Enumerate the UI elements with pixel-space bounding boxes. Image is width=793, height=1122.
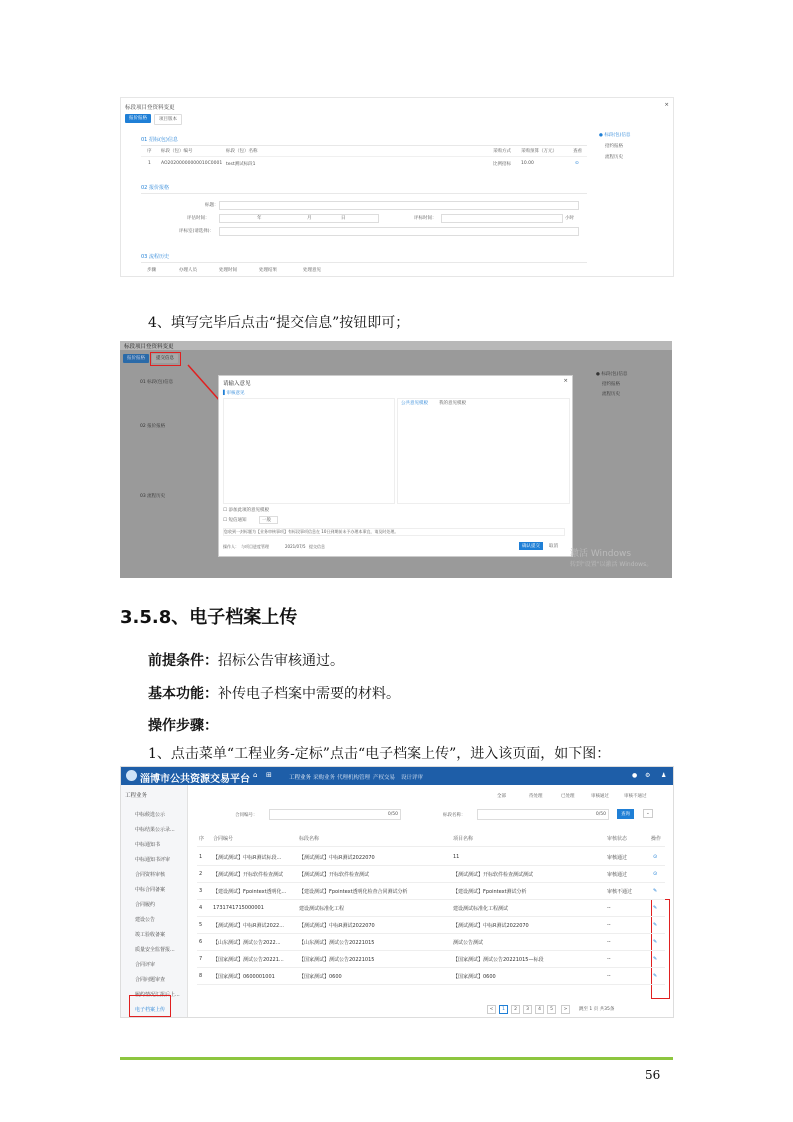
cell-project-name: 【测试测试】开标软件检查测试测试 [453, 872, 534, 878]
room-select[interactable] [219, 227, 579, 236]
cell-status: 审核通过 [607, 872, 628, 878]
contract-no-input[interactable] [269, 809, 401, 820]
cell-status: -- [607, 973, 611, 979]
opinion-textarea[interactable] [223, 398, 395, 504]
cell-index: 1 [199, 854, 203, 860]
tab-price[interactable]: 报价报格 [123, 354, 149, 363]
cell-project-name: 【国家测试】测试公告20221015—标段 [453, 957, 544, 963]
section-name-input[interactable] [477, 809, 609, 820]
edit-icon[interactable]: ✎ [653, 922, 658, 928]
th-project-name: 项目名称 [453, 836, 474, 842]
confirm-submit-button[interactable]: 确认提交 [519, 542, 543, 550]
footer-date: 2021/07/5 [285, 544, 306, 549]
label-room: 评标室(请选择)： [179, 229, 215, 234]
page-jump[interactable]: 跳至 1 页 共35条 [579, 1007, 615, 1012]
cell-contract-no: 1731741715000001 [213, 905, 264, 911]
rightnav-history: 流程历史 [602, 392, 620, 397]
windows-watermark: 激活 Windows [570, 549, 632, 559]
cell-index: 3 [199, 888, 203, 894]
section-bid-info: 01 招标(包)信息 [141, 137, 178, 143]
cell-contract-no: 【山东测试】测试公告2022... [213, 940, 281, 946]
unit-hours: 小时 [565, 216, 574, 221]
page-next[interactable]: > [561, 1005, 570, 1014]
nav-property[interactable]: 产权交易 [373, 775, 396, 781]
cell: AO20200000000010C0001 [161, 161, 223, 166]
sidebar-item[interactable]: 中标通知书 [135, 842, 161, 848]
row-divider [197, 950, 665, 951]
cell-contract-no: 【国家测试】测试公告20221... [213, 957, 284, 963]
row-divider [197, 865, 665, 866]
hours-input[interactable] [441, 214, 563, 223]
nav-design[interactable]: 设计评审 [401, 775, 424, 781]
rightnav-price[interactable]: 招约报格 [605, 144, 623, 149]
th-contract-no: 合同编号 [213, 836, 234, 842]
highlight-submit [150, 352, 181, 366]
footer-operator: 与项目进度管理 [241, 544, 269, 549]
settings-icon[interactable]: ⚙ [645, 772, 651, 779]
label-section-name: 标段名称： [443, 813, 466, 818]
cell: 比例招标 [493, 162, 511, 167]
date-input[interactable] [219, 214, 379, 223]
sidebar-item[interactable]: 合同履约 [135, 902, 156, 908]
page-prev[interactable]: < [487, 1005, 496, 1014]
th-opinion: 处理意见 [303, 268, 321, 273]
cell-status: 审核不通过 [607, 889, 633, 895]
tab-price[interactable]: 报价报格 [125, 114, 151, 123]
filter-done[interactable]: 已处理 [561, 794, 575, 799]
step4-text: 4、填写完毕后点击“提交信息”按钮即可； [148, 315, 410, 331]
footer-status: 提交信息 [309, 544, 325, 549]
rightnav-history[interactable]: 流程历史 [605, 155, 623, 160]
cell-contract-no: 【测试测试】中标R测试标段... [213, 855, 282, 861]
cell-project-name: 【建设测试】Fpointext测试分析 [453, 889, 527, 895]
platform-name: 淄博市公共资源交易平台 [140, 774, 250, 785]
steps-label: 操作步骤： [148, 718, 218, 734]
screenshot-submit-dialog [120, 341, 672, 578]
screenshot-change-form [120, 97, 674, 277]
nav-engineering[interactable]: 工程业务 [289, 775, 312, 781]
func-line [148, 683, 400, 703]
day-sep: 日 [341, 216, 346, 221]
cell-contract-no: 【国家测试】0600001001 [213, 974, 275, 980]
footer-bar [120, 1057, 673, 1060]
label-title: 标题： [205, 203, 219, 208]
edit-icon[interactable]: ⊙ [653, 871, 658, 877]
tab-my-template[interactable]: 我的意见模板 [439, 401, 466, 406]
edit-icon[interactable]: ⊙ [653, 854, 658, 860]
view-icon[interactable]: ⊙ [575, 161, 579, 166]
cell-project-name: 【国家测试】0600 [453, 974, 496, 980]
cell-project-name: 【测试测试】中标R测试2022070 [453, 923, 529, 929]
th-action: 操作 [651, 836, 662, 842]
cell-contract-no: 【测试测试】开标软件检查测试 [213, 872, 284, 878]
sidebar-item[interactable]: 中标结果公示录... [135, 827, 175, 833]
th-code: 标段（包）编号 [161, 149, 193, 154]
edit-icon[interactable]: ✎ [653, 888, 658, 894]
section-history: 03 流程历史 [140, 494, 166, 499]
grid-icon[interactable]: ⊞ [266, 771, 272, 779]
row-divider [197, 916, 665, 917]
row-divider [197, 899, 665, 900]
rightnav-bid-info[interactable]: ● 标段(包)信息 [599, 133, 631, 138]
dialog-close-icon[interactable]: × [563, 378, 568, 384]
cell-section-name: 【测试测试】开标软件检查测试 [299, 872, 370, 878]
prereq-label: 前提条件： [148, 653, 218, 669]
cell-project-name: 建设测试标准化工程测试 [453, 906, 509, 912]
edit-icon[interactable]: ✎ [653, 956, 658, 962]
th-view: 查看 [573, 149, 582, 154]
sidebar [121, 785, 188, 1017]
sidebar-item[interactable]: 合同资料审核 [135, 872, 166, 878]
sidebar-item[interactable]: 中标合同备案 [135, 887, 166, 893]
func-text: 补传电子档案中需要的材料。 [218, 686, 400, 702]
cell-index: 8 [199, 973, 203, 979]
sidebar-item[interactable]: 合同问题审查 [135, 977, 166, 983]
sidebar-item[interactable]: 质量安全监督报... [135, 947, 175, 953]
cell-section-name: 【建设测试】Fpointext透明化检查合同测试分析 [299, 889, 408, 895]
section-bid-info: 01 标段(包)信息 [140, 380, 174, 385]
sidebar-item-archive-upload[interactable]: 电子档案上传 [135, 1007, 166, 1013]
cell-section-name: 【测试测试】中标R测试2022070 [299, 855, 375, 861]
page-5[interactable]: 5 [547, 1005, 556, 1014]
sidebar-item[interactable]: 建设公告 [135, 917, 156, 923]
highlight-sidebar [129, 995, 171, 1017]
screenshot-archive-upload [120, 766, 674, 1018]
cell-index: 6 [199, 939, 203, 945]
filter-all[interactable]: 全部 [497, 794, 506, 799]
cell-section-name: 【国家测试】测试公告20221015 [299, 957, 375, 963]
th-status: 审核状态 [607, 836, 628, 842]
step1-text: 1、点击菜单“工程业务-定标”点击“电子档案上传”，进入该页面，如下图： [148, 746, 611, 762]
cell-status: 审核通过 [607, 855, 628, 861]
rightnav-bid-info: ● 标段(包)信息 [596, 372, 628, 377]
notice-text: 您收到一封标题为【业务审核事项】有标段事项信息在 10日到期前未予办理本事宜，请及时处理。 [223, 528, 565, 536]
level-select[interactable]: 一般 [259, 516, 278, 524]
cell: 10.00 [521, 161, 534, 166]
edit-icon[interactable]: ✎ [653, 905, 658, 911]
bell-icon[interactable]: ● [632, 772, 638, 779]
dialog-title: 请输入意见 [223, 381, 251, 387]
row-divider [197, 933, 665, 934]
section-heading: 3.5.8、电子档案上传 [120, 607, 298, 628]
page-4[interactable]: 4 [535, 1005, 544, 1014]
add-template-checkbox[interactable]: ☐ 添加此项的意见模板 [223, 508, 269, 513]
cell-index: 2 [199, 871, 203, 877]
sidebar-item[interactable]: 合同评审 [135, 962, 156, 968]
filter-rejected[interactable]: 审核不通过 [624, 794, 647, 799]
cell-index: 4 [199, 905, 203, 911]
platform-header [121, 767, 673, 785]
label-eval-time: 评估时间： [187, 216, 210, 221]
month-sep: 月 [307, 216, 312, 221]
edit-icon[interactable]: ✎ [653, 973, 658, 979]
cell-index: 7 [199, 956, 203, 962]
section-price: 02 报价报格 [140, 424, 166, 429]
nav-procurement[interactable]: 采购业务 [313, 775, 336, 781]
section-price: 02 报价报格 [141, 185, 169, 191]
submit-info-button[interactable]: 提交信息 [152, 354, 178, 363]
window-title: 标段项目登资料变更 [124, 344, 174, 350]
tab-version[interactable]: 项目版本 [154, 114, 182, 125]
cell-status: -- [607, 956, 611, 962]
page-number: 56 [645, 1068, 661, 1082]
page-1[interactable]: 1 [499, 1005, 508, 1014]
window-title: 标段项目登资料变更 [125, 105, 175, 111]
prereq-line [148, 650, 344, 670]
nav-agency[interactable]: 代理机构管理 [337, 775, 371, 781]
th-time: 处理时间 [219, 268, 237, 273]
th-section-name: 标段名称 [299, 836, 320, 842]
th-index: 序 [147, 149, 152, 154]
th-handler: 办理人员 [179, 268, 197, 273]
chevron-down-icon[interactable]: ⌄ [643, 809, 653, 818]
sidebar-item[interactable]: 中标通知书评审 [135, 857, 171, 863]
section-name-count: 0/50 [595, 812, 606, 817]
footer-operator-label: 操作人： [223, 544, 239, 549]
contract-no-count: 0/50 [387, 812, 398, 817]
row-divider [197, 967, 665, 968]
func-label: 基本功能： [148, 686, 218, 702]
sidebar-title: 工程业务 [125, 793, 148, 799]
dialog-subtitle: ▌审核意见 [223, 391, 245, 396]
edit-icon[interactable]: ✎ [653, 939, 658, 945]
th-name: 标段（包）名称 [226, 149, 258, 154]
th-index: 序 [199, 836, 205, 842]
cancel-button[interactable]: 取消 [549, 544, 558, 549]
row-divider [197, 882, 665, 883]
cell-project-name: 11 [453, 854, 460, 860]
th-result: 处理结果 [259, 268, 277, 273]
prereq-text: 招标公告审核通过。 [218, 653, 344, 669]
cell-status: -- [607, 905, 611, 911]
cell-contract-no: 【建设测试】Fpointext透明化... [213, 889, 287, 895]
section-history: 03 流程历史 [141, 254, 169, 260]
th-method: 采购方式 [493, 149, 511, 154]
page-2[interactable]: 2 [511, 1005, 520, 1014]
cell-project-name: 测试公告测试 [453, 940, 484, 946]
cell-status: -- [607, 922, 611, 928]
sidebar-item[interactable]: 履约情况汇报后上... [135, 992, 180, 998]
cell-section-name: 【山东测试】测试公告20221015 [299, 940, 375, 946]
cell-section-name: 【测试测试】中标R测试2022070 [299, 923, 375, 929]
cell-status: -- [607, 939, 611, 945]
filter-pending[interactable]: 待处理 [529, 794, 543, 799]
year-sep: 年 [257, 216, 262, 221]
title-input[interactable] [219, 201, 579, 210]
tab-public-template[interactable]: 公共意见模板 [401, 401, 428, 406]
cell-index: 5 [199, 922, 203, 928]
user-icon[interactable]: ♟ [661, 772, 667, 779]
filter-approved[interactable]: 审核通过 [591, 794, 609, 799]
cell-section-name: 【国家测试】0600 [299, 974, 342, 980]
close-icon[interactable]: × [664, 102, 669, 108]
cell-section-name: 建设测试标准化工程 [299, 906, 345, 912]
cell: test测试标段1 [226, 162, 256, 167]
rightnav-price: 招约报格 [602, 382, 620, 387]
sms-notify-checkbox[interactable]: ☐ 短信通知 [223, 518, 247, 523]
page-3[interactable]: 3 [523, 1005, 532, 1014]
opinion-dialog [218, 375, 573, 557]
cell: 1 [148, 161, 151, 166]
label-contract-no: 合同编号： [235, 813, 258, 818]
th-budget: 采购预算（万元） [521, 149, 557, 154]
th-step: 步骤 [147, 268, 156, 273]
sidebar-item[interactable]: 竣工验收备案 [135, 932, 166, 938]
home-icon[interactable]: ⌂ [253, 771, 258, 779]
row-divider [197, 984, 665, 985]
cell-contract-no: 【测试测试】中标R测试2022... [213, 923, 284, 929]
windows-watermark-sub: 转到"设置"以激活 Windows。 [570, 561, 653, 568]
logo-icon [126, 770, 137, 781]
search-button[interactable]: 查询 [617, 809, 634, 819]
label-eval-hours: 评标时间： [414, 216, 437, 221]
sidebar-item[interactable]: 中标候选公示 [135, 812, 166, 818]
